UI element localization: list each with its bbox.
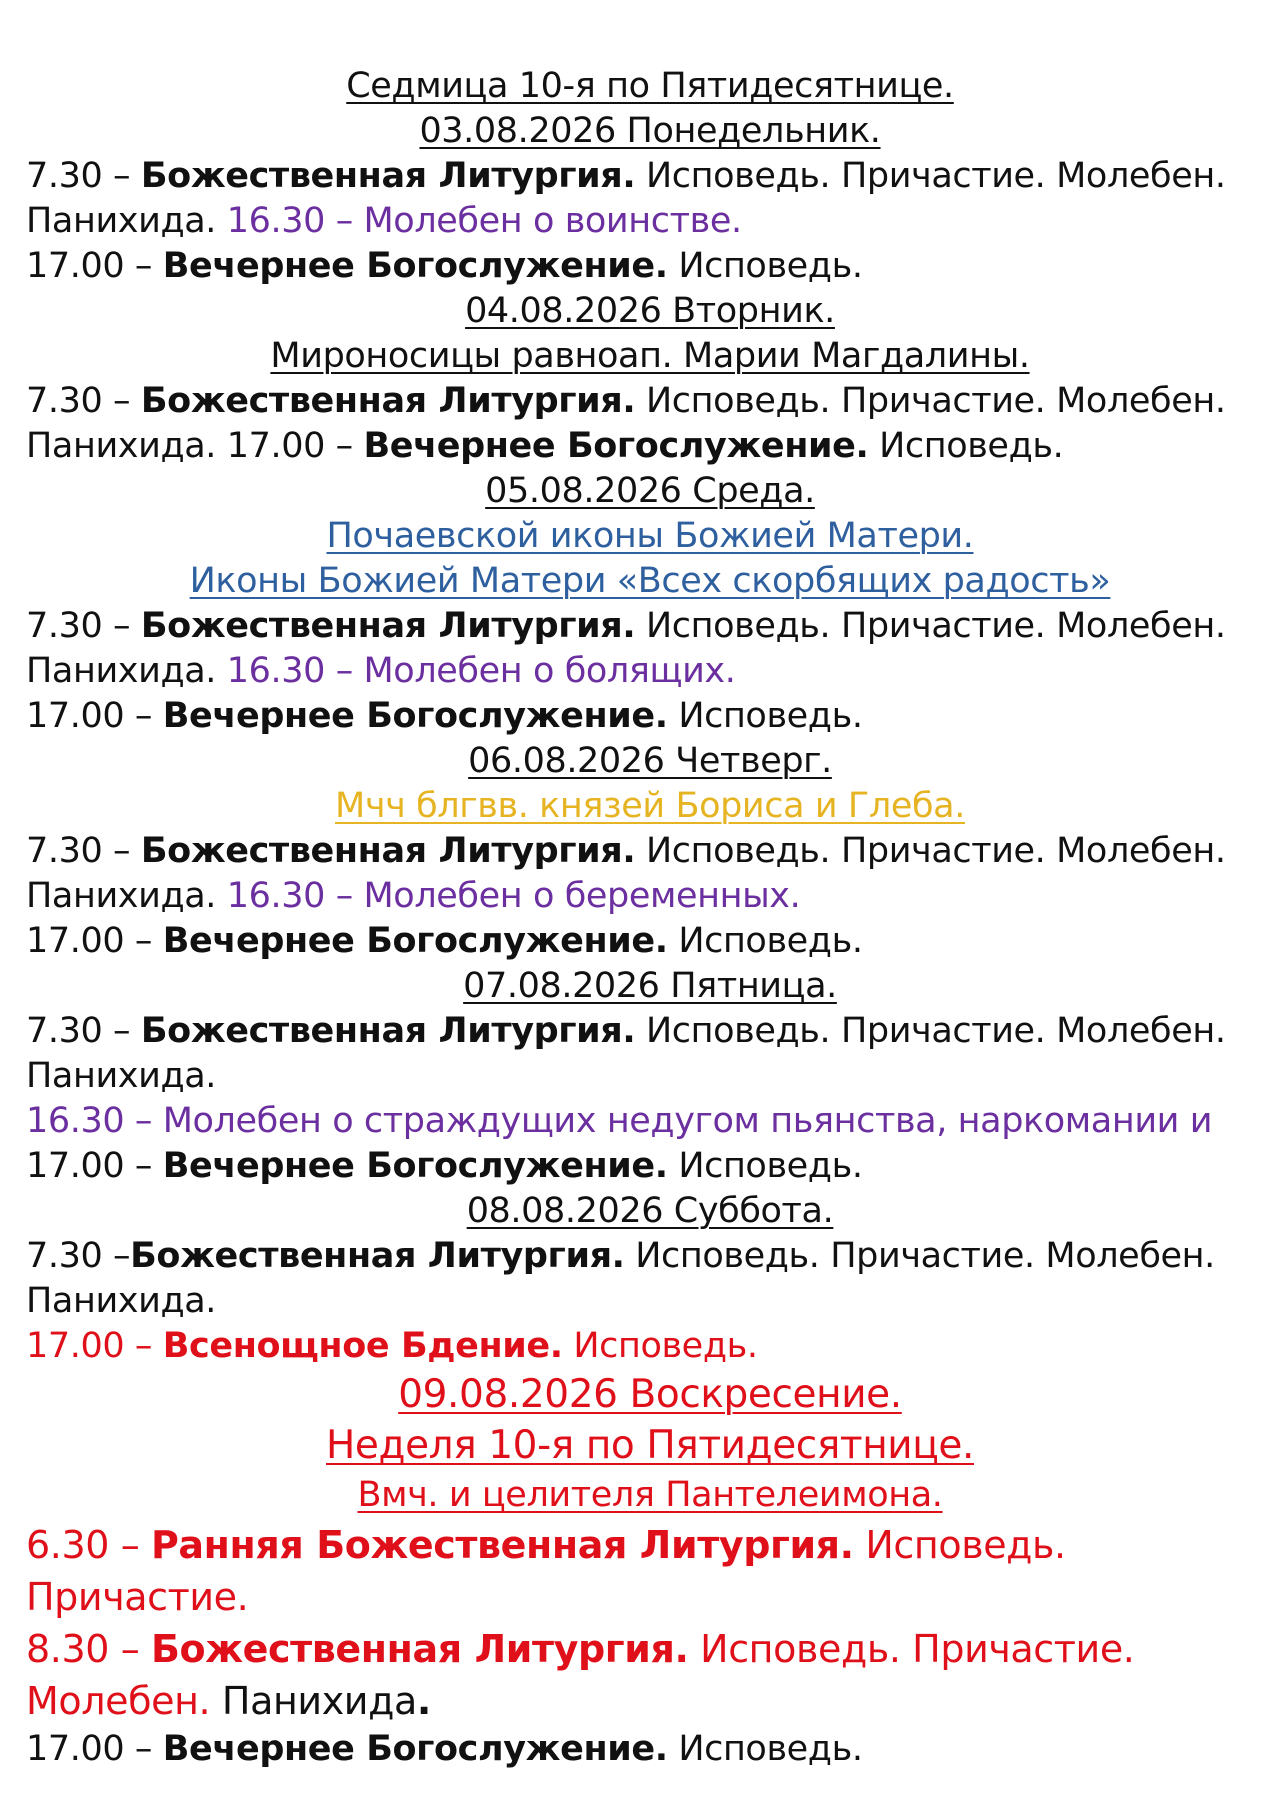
service-notes: Исповедь. Причастие. Молебен. [635, 1011, 1226, 1051]
service-line [26, 694, 1268, 739]
service-name: Божественная Литургия. [140, 156, 636, 196]
service-line [26, 1519, 1268, 1571]
date-heading-tue: 04.08.2026 Вторник. [465, 291, 835, 331]
service-line [26, 874, 1268, 919]
date-heading-fri: 07.08.2026 Пятница. [463, 966, 837, 1006]
service-name: Божественная Литургия. [140, 1011, 636, 1051]
service-notes: Молебен. [26, 1679, 222, 1723]
service-line [26, 199, 1268, 244]
service-line [26, 1144, 1268, 1189]
moleben-note: 16.30 – Молебен о страждущих недугом пьянства, наркомании и [26, 1101, 1213, 1141]
service-notes: Исповедь. Причастие. Молебен. [635, 381, 1226, 421]
service-notes: Исповедь. [667, 696, 863, 736]
service-line [26, 1324, 1268, 1369]
date-heading-thu: 06.08.2026 Четверг. [468, 741, 832, 781]
time: 7.30 – [26, 381, 141, 421]
service-notes: Панихида. 17.00 – [26, 426, 364, 466]
time: 8.30 – [26, 1627, 151, 1671]
service-notes: Исповедь. Причастие. Молебен. [635, 831, 1226, 871]
service-line [26, 424, 1268, 469]
moleben-note: 16.30 – Молебен о воинстве. [226, 201, 742, 241]
service-name: Божественная Литургия. [140, 831, 636, 871]
service-line [26, 1571, 1268, 1623]
service-line [26, 154, 1268, 199]
schedule-document [26, 64, 1268, 1772]
moleben-note: 16.30 – Молебен о беременных. [226, 876, 801, 916]
service-line [26, 1727, 1268, 1772]
service-line [26, 829, 1268, 874]
service-notes: Исповедь. [667, 921, 863, 961]
service-notes: Панихида. [26, 201, 227, 241]
time: 6.30 – [26, 1523, 151, 1567]
service-line [26, 244, 1268, 289]
time: 7.30 – [26, 606, 141, 646]
service-name: Божественная Литургия. [130, 1236, 625, 1276]
time: 7.30 – [26, 831, 141, 871]
service-line [26, 1054, 1268, 1099]
service-name: Всенощное Бдение. [162, 1326, 563, 1366]
week-title: Седмица 10-я по Пятидесятнице. [346, 66, 954, 106]
service-notes: . [416, 1679, 431, 1723]
service-line [26, 379, 1268, 424]
service-line [26, 1623, 1268, 1675]
service-name: Вечернее Богослужение. [162, 696, 668, 736]
service-name: Ранняя Божественная Литургия. [150, 1523, 854, 1567]
service-notes: Панихида. [26, 651, 227, 691]
service-notes: Исповедь. [853, 1523, 1066, 1567]
time: 7.30 – [26, 1236, 131, 1276]
time: 17.00 – [26, 696, 163, 736]
service-line [26, 919, 1268, 964]
service-notes: Причастие. [26, 1575, 249, 1619]
service-line [26, 1009, 1268, 1054]
week-heading: Неделя 10-я по Пятидесятнице. [326, 1423, 974, 1468]
service-notes: Исповедь. [667, 1729, 863, 1769]
feast-heading: Почаевской иконы Божией Матери. [326, 516, 974, 556]
service-name: Вечернее Богослужение. [162, 1729, 668, 1769]
service-name: Вечернее Богослужение. [363, 426, 869, 466]
service-notes: Исповедь. Причастие. Молебен. [635, 606, 1226, 646]
time: 17.00 – [26, 1146, 163, 1186]
feast-heading: Иконы Божией Матери «Всех скорбящих радость» [189, 561, 1111, 601]
time: 17.00 – [26, 1326, 163, 1366]
service-notes: Исповедь. [667, 246, 863, 286]
service-line [26, 1675, 1268, 1727]
service-notes: Панихида. [26, 1056, 217, 1096]
moleben-note: 16.30 – Молебен о болящих. [226, 651, 736, 691]
time: 7.30 – [26, 1011, 141, 1051]
date-heading-wed: 05.08.2026 Среда. [485, 471, 815, 511]
service-notes: Исповедь. Причастие. [688, 1627, 1135, 1671]
feast-heading: Вмч. и целителя Пантелеимона. [357, 1475, 943, 1515]
service-notes: Панихида. [26, 876, 227, 916]
service-line [26, 649, 1268, 694]
service-notes: Исповедь. [562, 1326, 758, 1366]
service-name: Вечернее Богослужение. [162, 1146, 668, 1186]
service-name: Вечернее Богослужение. [162, 246, 668, 286]
service-line [26, 604, 1268, 649]
service-notes: Исповедь. Причастие. Молебен. [635, 156, 1226, 196]
service-line [26, 1279, 1268, 1324]
service-notes: Панихида. [26, 1281, 217, 1321]
feast-heading: Мчч блгвв. князей Бориса и Глеба. [335, 786, 965, 826]
feast-heading: Мироносицы равноап. Марии Магдалины. [270, 336, 1030, 376]
service-notes: Исповедь. [868, 426, 1064, 466]
service-notes: Панихида [221, 1679, 417, 1723]
service-notes: Исповедь. [667, 1146, 863, 1186]
service-notes: Исповедь. Причастие. Молебен. [624, 1236, 1215, 1276]
service-name: Божественная Литургия. [150, 1627, 689, 1671]
service-name: Божественная Литургия. [140, 381, 636, 421]
service-name: Вечернее Богослужение. [162, 921, 668, 961]
time: 17.00 – [26, 1729, 163, 1769]
time: 17.00 – [26, 246, 163, 286]
service-line [26, 1234, 1268, 1279]
time: 7.30 – [26, 156, 141, 196]
time: 17.00 – [26, 921, 163, 961]
date-heading-sat: 08.08.2026 Суббота. [466, 1191, 834, 1231]
date-heading-mon: 03.08.2026 Понедельник. [419, 111, 881, 151]
date-heading-sun: 09.08.2026 Воскресение. [398, 1372, 902, 1417]
service-name: Божественная Литургия. [140, 606, 636, 646]
